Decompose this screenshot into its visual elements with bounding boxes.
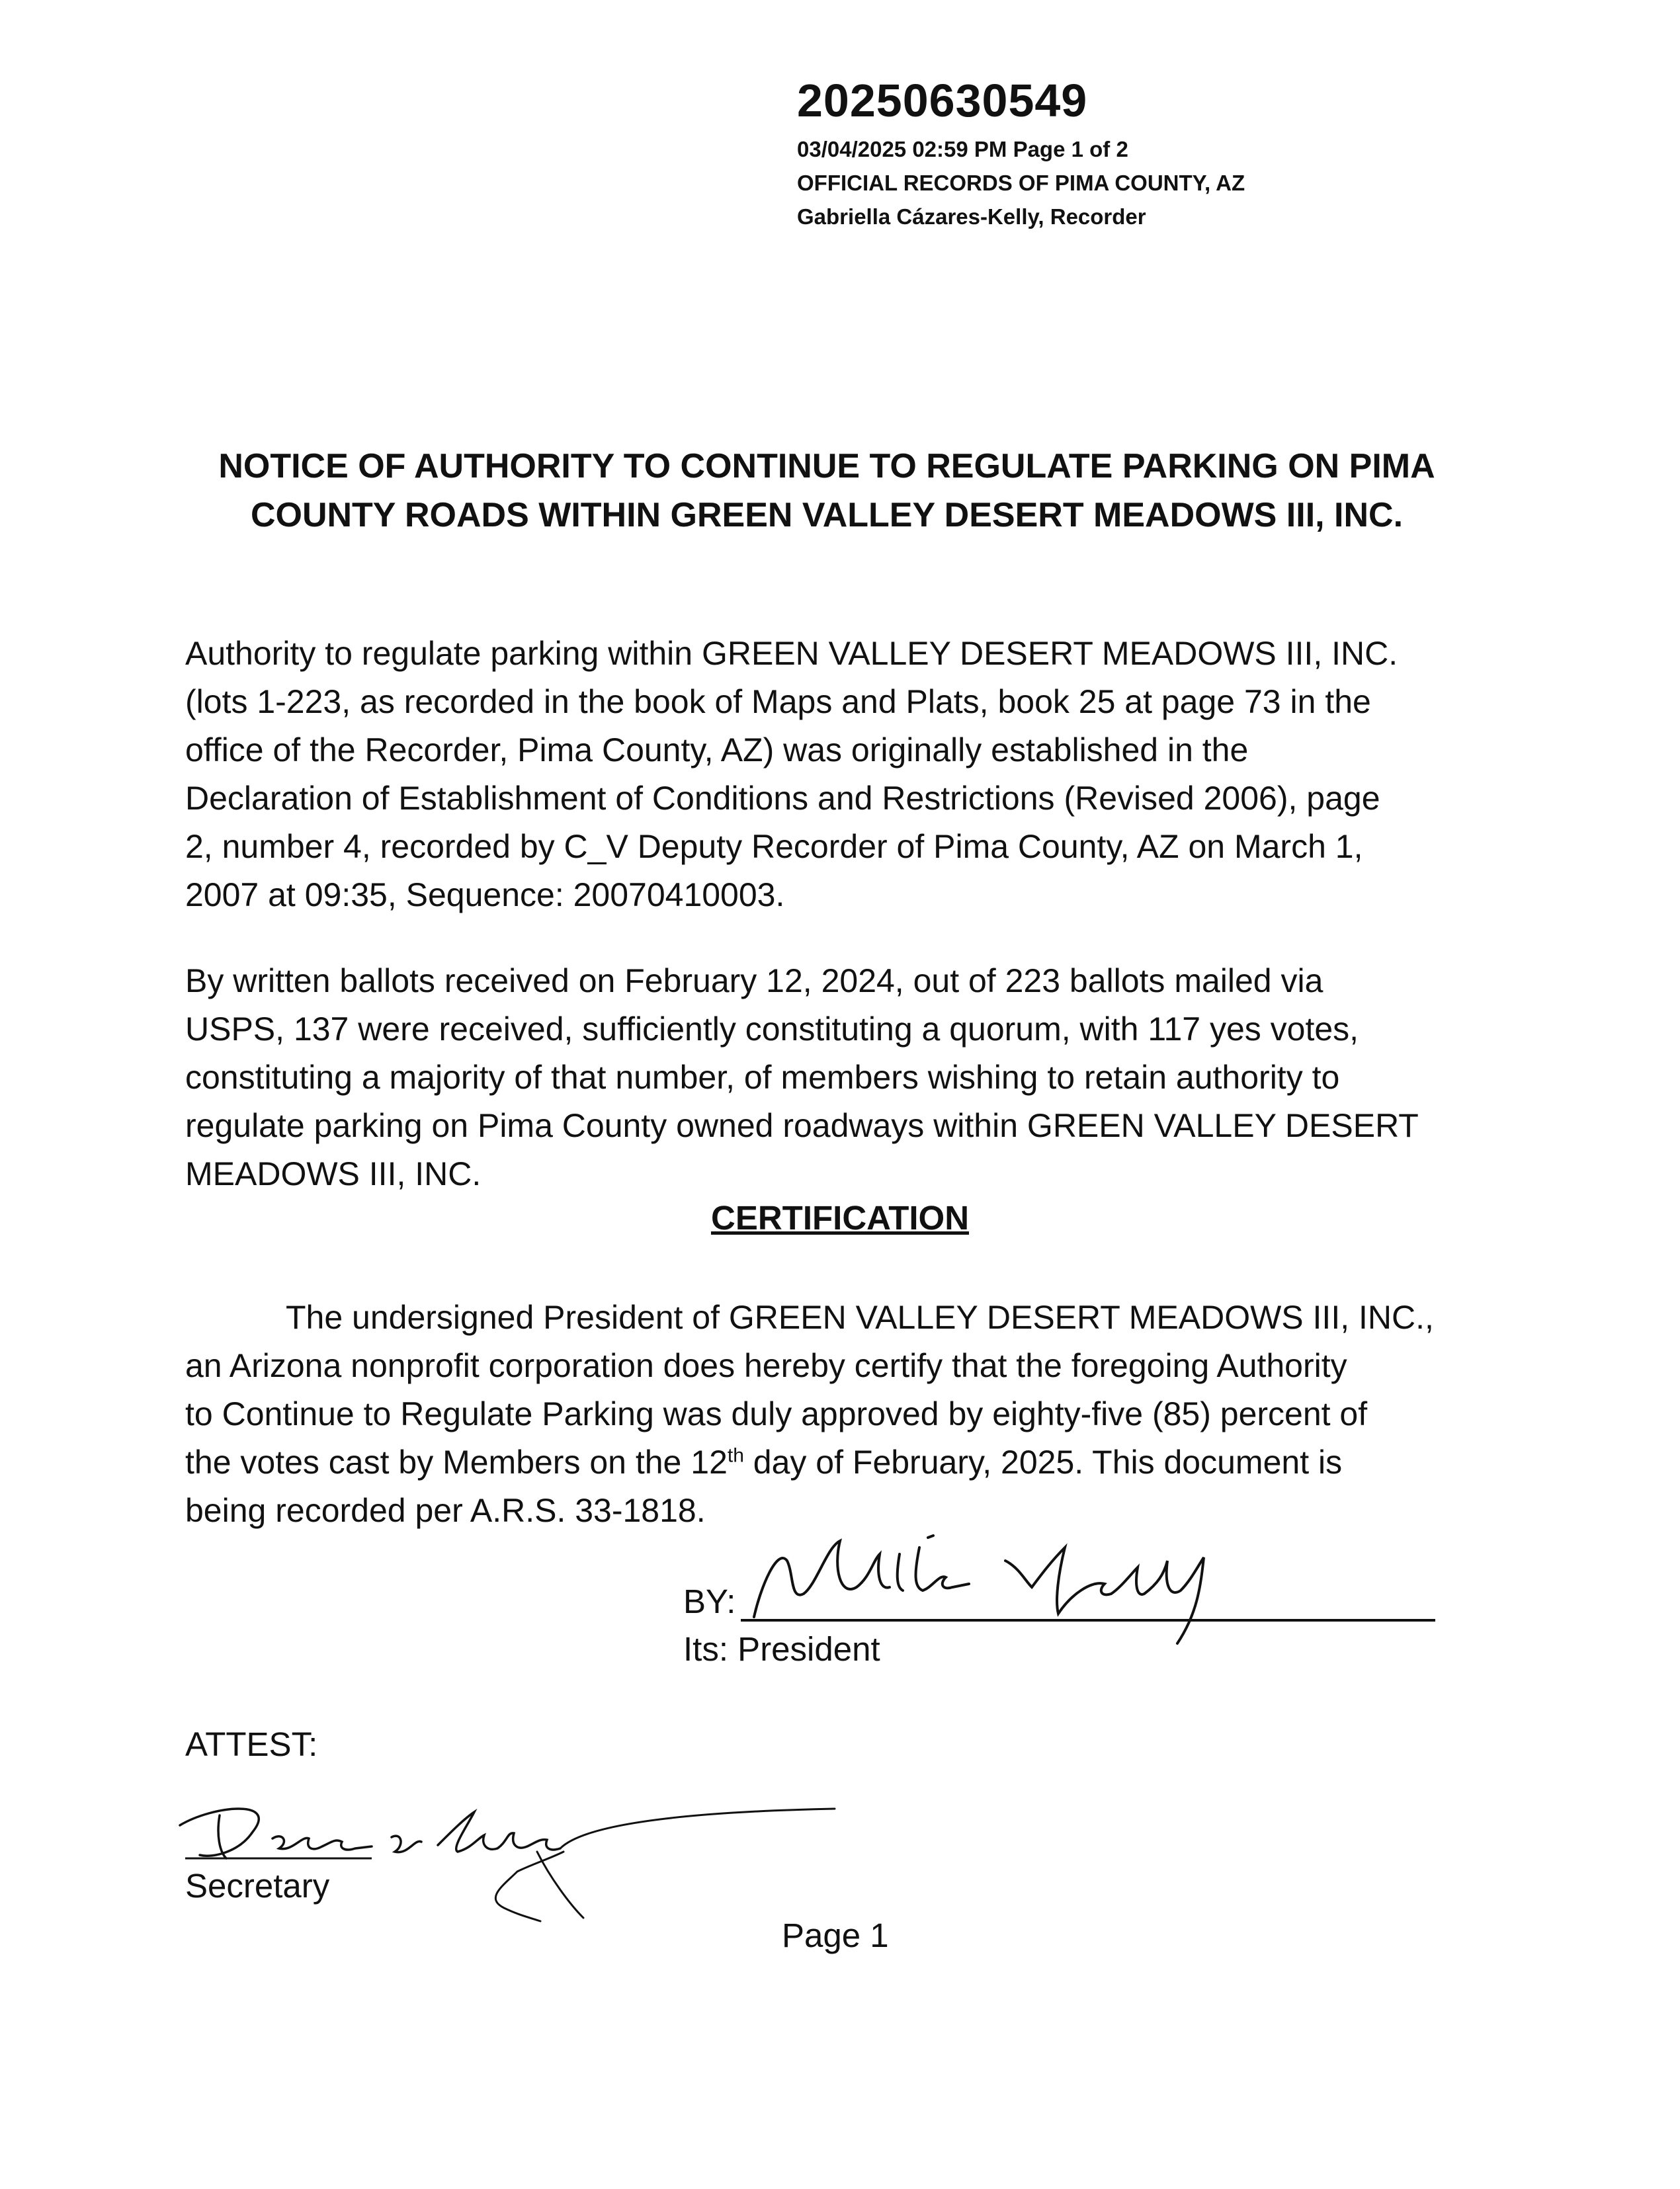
certification-text: day of February, 2025. This document is (743, 1444, 1343, 1481)
certification-heading: CERTIFICATION (711, 1199, 970, 1237)
paragraph-line: The undersigned President of GREEN VALLEY DESERT MEADOWS III, INC., (286, 1299, 1434, 1336)
paragraph-line: being recorded per A.R.S. 33-1818. (185, 1492, 706, 1529)
attest-label: ATTEST: (185, 1725, 318, 1763)
paragraph-line: constituting a majority of that number, of members wishing to retain authority to (185, 1059, 1340, 1096)
paragraph-line: to Continue to Regulate Parking was duly approved by eighty-five (85) percent of (185, 1395, 1368, 1432)
paragraph-line: 2, number 4, recorded by C_V Deputy Recorder of Pima County, AZ on March 1, (185, 828, 1363, 865)
certification-text: the votes cast by Members on the 12 (185, 1444, 728, 1481)
recording-office: OFFICIAL RECORDS OF PIMA COUNTY, AZ (797, 171, 1245, 195)
certification-paragraph (185, 1294, 1434, 1535)
paragraph-line: (lots 1-223, as recorded in the book of Maps and Plats, book 25 at page 73 in the (185, 683, 1371, 720)
document-title-line-2: COUNTY ROADS WITHIN GREEN VALLEY DESERT MEADOWS III, INC. (250, 496, 1404, 534)
paragraph-line: Authority to regulate parking within GREEN VALLEY DESERT MEADOWS III, INC. (185, 635, 1398, 672)
paragraph-line: office of the Recorder, Pima County, AZ) was originally established in the (185, 731, 1249, 768)
recording-datetime-page: 03/04/2025 02:59 PM Page 1 of 2 (797, 137, 1128, 161)
paragraph-line (185, 1438, 1434, 1487)
paragraph-line: USPS, 137 were received, sufficiently constituting a quorum, with 117 yes votes, (185, 1011, 1359, 1048)
ordinal-suffix: th (727, 1444, 744, 1467)
page-number: Page 1 (782, 1917, 889, 1954)
paragraph-line: 2007 at 09:35, Sequence: 20070410003. (185, 876, 785, 913)
paragraph-line: regulate parking on Pima County owned roadways within GREEN VALLEY DESERT (185, 1107, 1419, 1144)
recorder-name: Gabriella Cázares-Kelly, Recorder (797, 204, 1146, 229)
paragraph-line: Declaration of Establishment of Conditions and Restrictions (Revised 2006), page (185, 780, 1380, 817)
authority-paragraph (185, 630, 1398, 919)
document-title-line-1: NOTICE OF AUTHORITY TO CONTINUE TO REGULATE PARKING ON PIMA (218, 447, 1435, 485)
document-title (0, 442, 1654, 540)
by-label: BY: (683, 1583, 736, 1620)
paragraph-line: an Arizona nonprofit corporation does hereby certify that the foregoing Authority (185, 1347, 1347, 1384)
paragraph-line: By written ballots received on February 12, 2024, out of 223 ballots mailed via (185, 962, 1323, 999)
ballot-paragraph (185, 957, 1419, 1198)
its-president-label: Its: President (683, 1630, 880, 1668)
secretary-label: Secretary (185, 1867, 330, 1905)
paragraph-line: MEADOWS III, INC. (185, 1155, 482, 1192)
recording-sequence-number: 20250630549 (797, 75, 1088, 126)
